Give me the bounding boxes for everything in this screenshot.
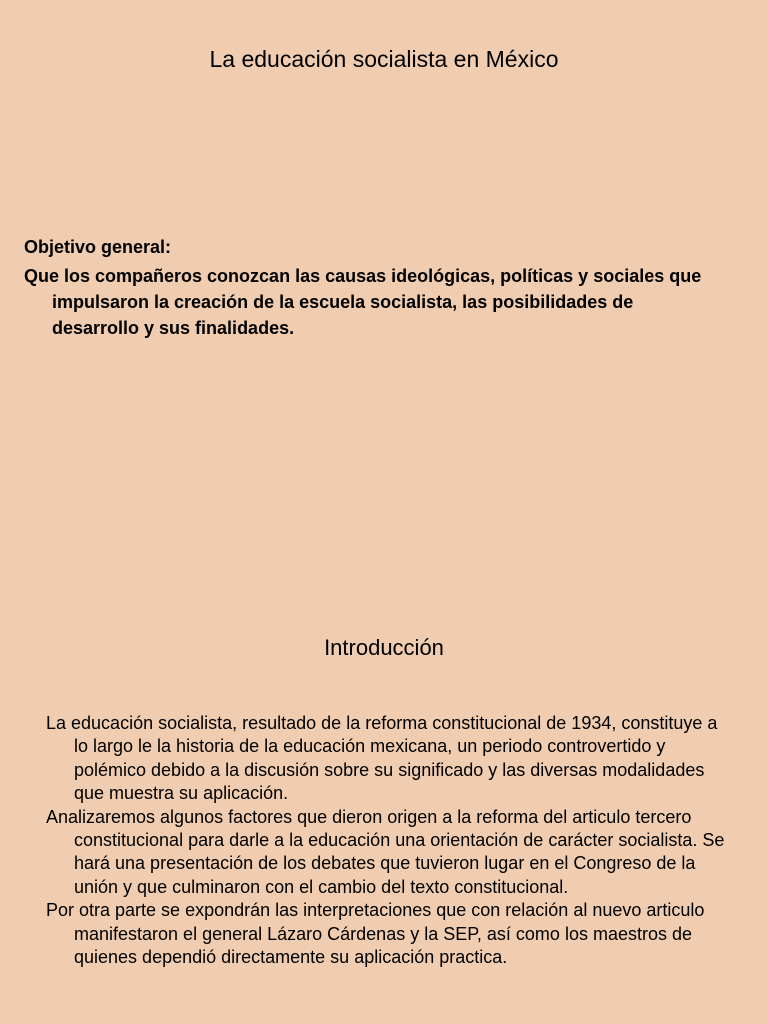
introduction-body (46, 712, 726, 969)
introduction-paragraph: Por otra parte se expondrán las interpretaciones que con relación al nuevo articulo manifestaron el general Lázaro Cárdenas y la SEP, así como los maestros de quienes dependió directamente su aplicación practica. (46, 900, 705, 968)
objective-heading: Objetivo general: (24, 237, 172, 257)
introduction-heading: Introducción (324, 635, 444, 660)
objective-text: Que los compañeros conozcan las causas ideológicas, políticas y sociales que impulsaron la creación de la escuela socialista, las posibilidades de desarrollo y sus finalidades. (24, 266, 702, 338)
introduction-paragraph: Analizaremos algunos factores que dieron origen a la reforma del articulo tercero constitucional para darle a la educación una orientación de carácter socialista. Se hará una presentación de los debates que tuvieron lugar en el Congreso de la unión y que culminaron con el cambio del texto constitucional. (46, 806, 725, 897)
objective-section (24, 234, 724, 341)
introduction-paragraph: La educación socialista, resultado de la reforma constitucional de 1934, constituye a lo largo le la historia de la educación mexicana, un periodo controvertido y polémico debido a la discusión sobre su significado y las diversas modalidades que muestra su aplicación. (46, 713, 718, 804)
page-title: La educación socialista en México (209, 46, 559, 72)
